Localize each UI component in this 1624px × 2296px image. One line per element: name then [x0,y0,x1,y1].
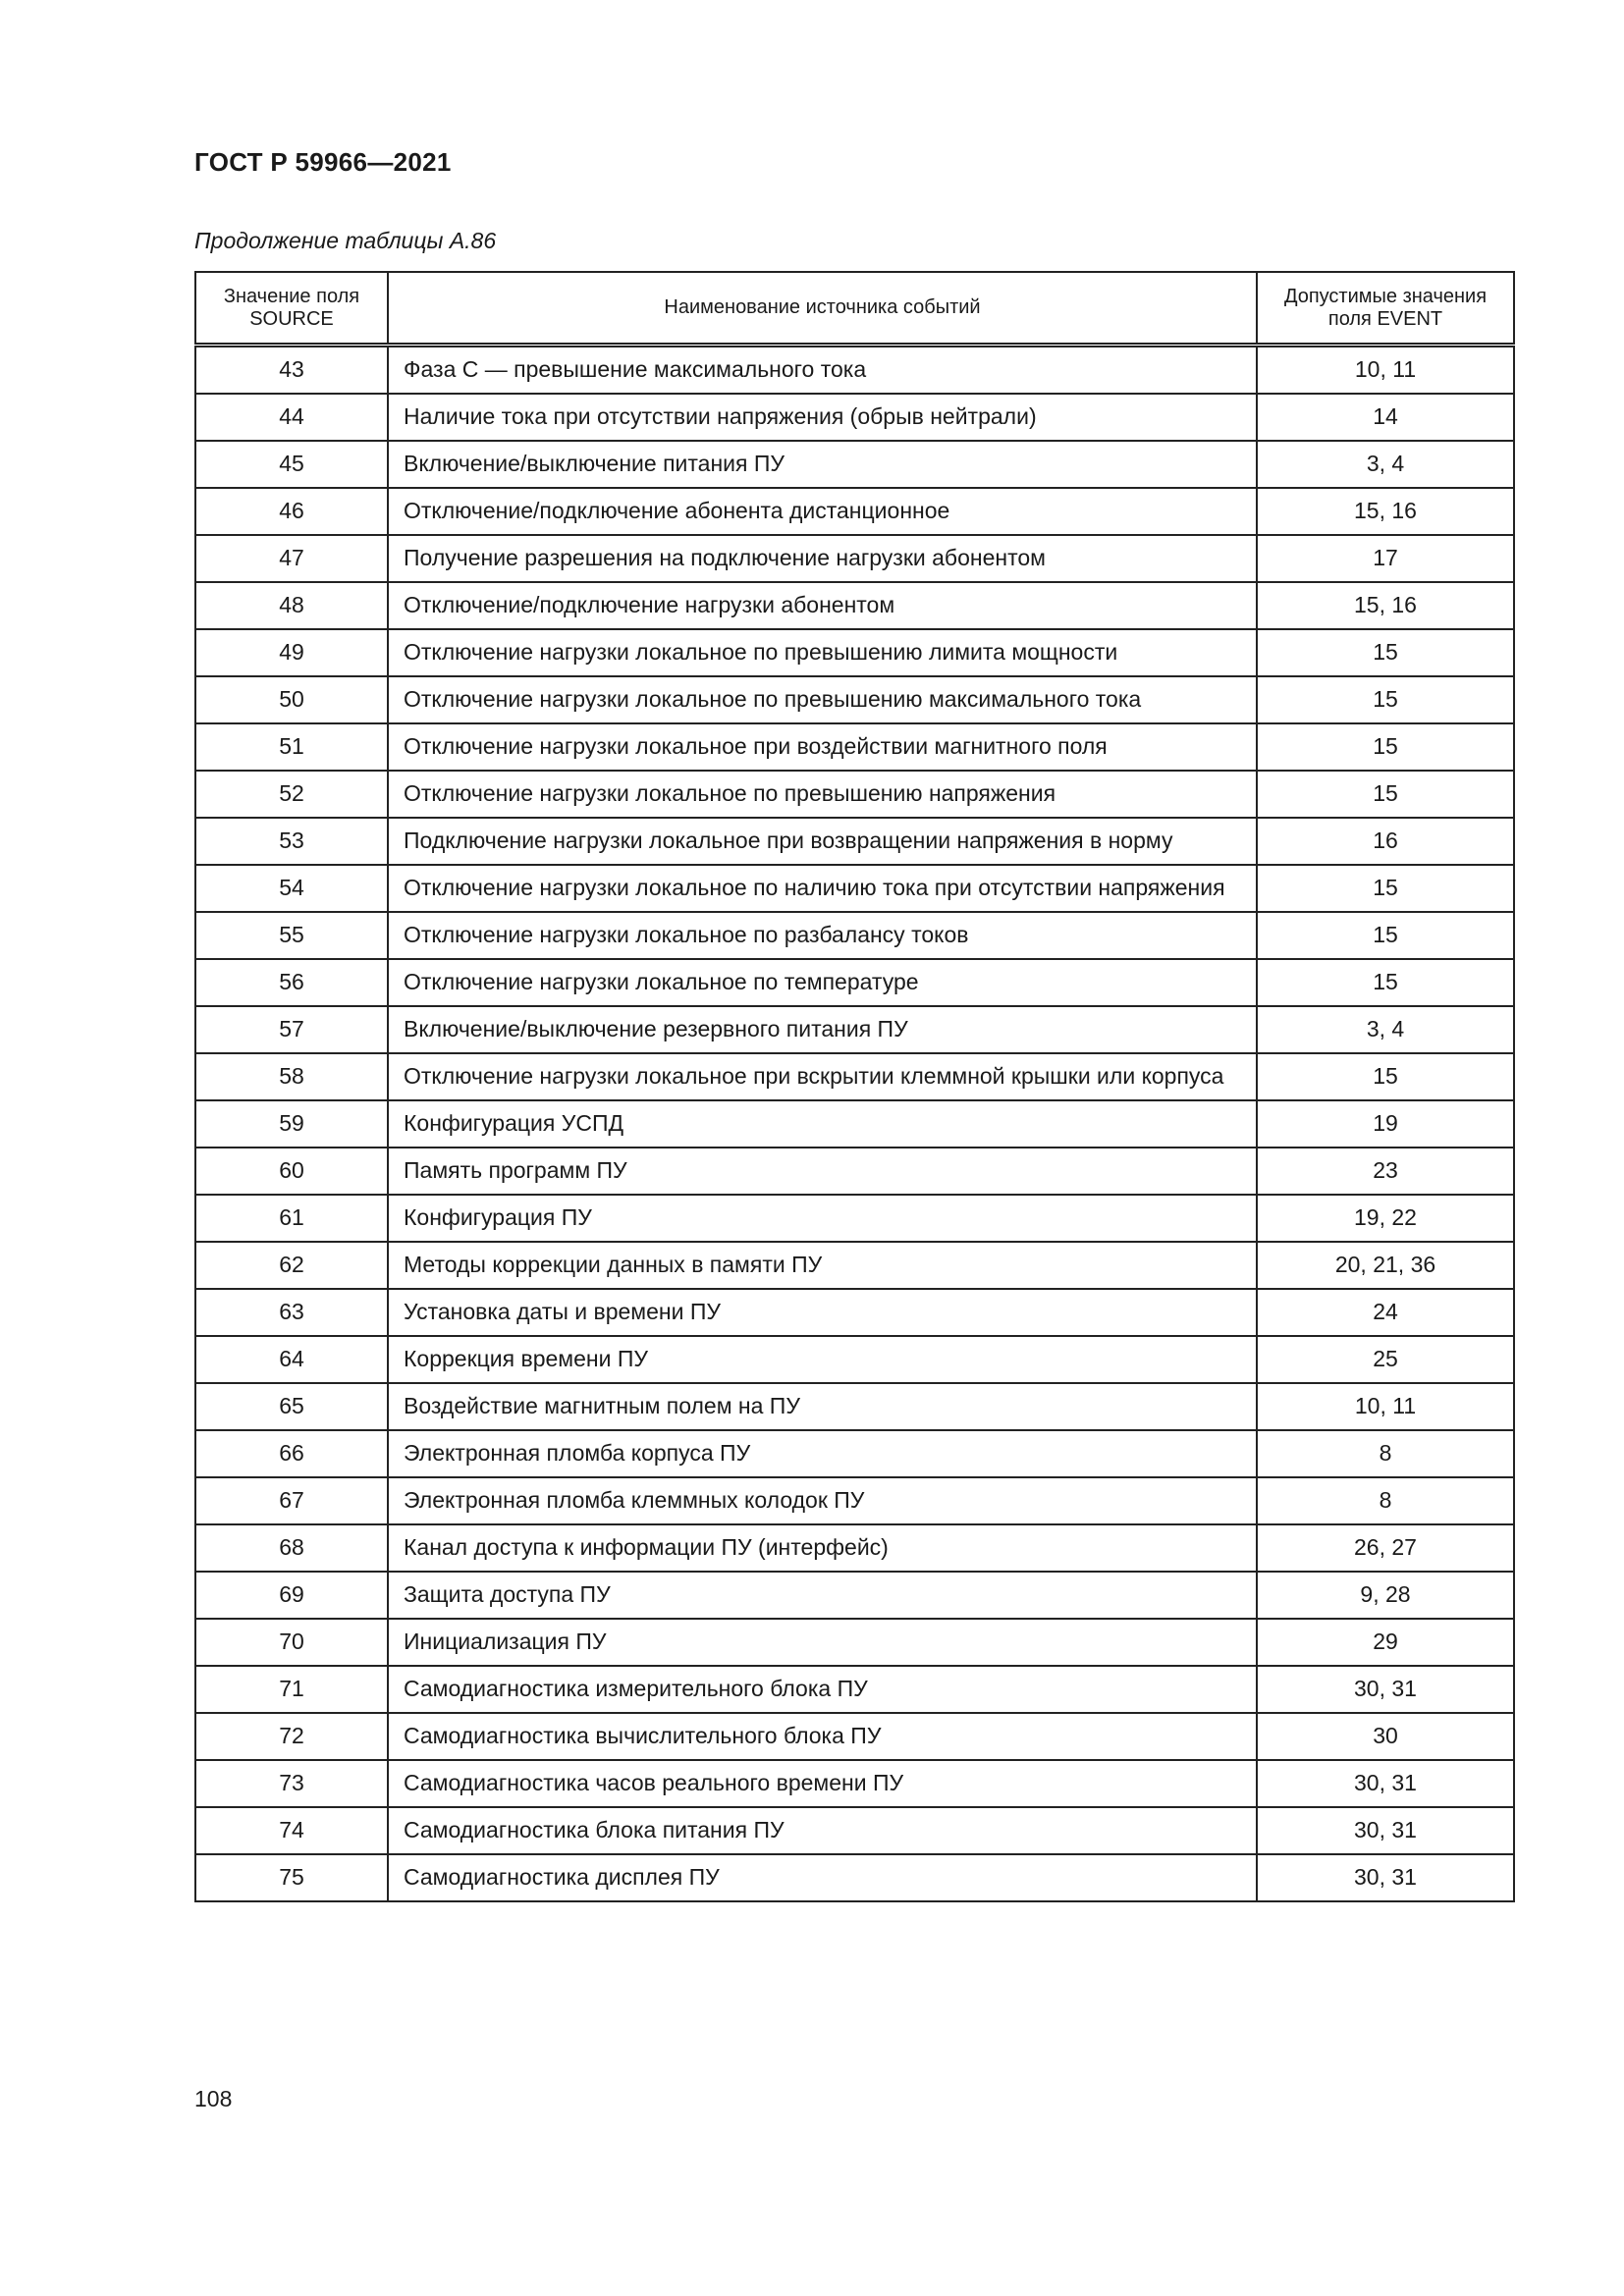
cell-event: 15 [1257,629,1514,676]
table-row [195,1807,1514,1854]
cell-event: 30, 31 [1257,1807,1514,1854]
table-row [195,1289,1514,1336]
cell-name: Отключение нагрузки локальное по превышению максимального тока [388,676,1257,723]
cell-event: 14 [1257,394,1514,441]
cell-event: 15 [1257,723,1514,771]
cell-event: 15 [1257,959,1514,1006]
table-row [195,1713,1514,1760]
cell-name: Электронная пломба клеммных колодок ПУ [388,1477,1257,1524]
cell-name: Получение разрешения на подключение нагрузки абонентом [388,535,1257,582]
document-id: ГОСТ Р 59966—2021 [194,147,452,177]
cell-source: 74 [195,1807,388,1854]
table-row [195,1006,1514,1053]
cell-name: Установка даты и времени ПУ [388,1289,1257,1336]
cell-name: Методы коррекции данных в памяти ПУ [388,1242,1257,1289]
cell-name: Включение/выключение питания ПУ [388,441,1257,488]
cell-name: Подключение нагрузки локальное при возвращении напряжения в норму [388,818,1257,865]
table-row [195,629,1514,676]
table-row [195,1336,1514,1383]
cell-source: 62 [195,1242,388,1289]
column-header-name: Наименование источника событий [388,272,1257,346]
cell-event: 26, 27 [1257,1524,1514,1572]
cell-source: 45 [195,441,388,488]
table-row [195,676,1514,723]
cell-event: 23 [1257,1148,1514,1195]
cell-event: 15 [1257,912,1514,959]
cell-name: Электронная пломба корпуса ПУ [388,1430,1257,1477]
cell-source: 50 [195,676,388,723]
cell-source: 73 [195,1760,388,1807]
table-row [195,488,1514,535]
table-row [195,1430,1514,1477]
cell-source: 47 [195,535,388,582]
cell-source: 63 [195,1289,388,1336]
table-row [195,912,1514,959]
table-row [195,582,1514,629]
table-row [195,818,1514,865]
cell-source: 60 [195,1148,388,1195]
cell-source: 61 [195,1195,388,1242]
cell-name: Наличие тока при отсутствии напряжения (обрыв нейтрали) [388,394,1257,441]
cell-event: 30, 31 [1257,1666,1514,1713]
cell-name: Память программ ПУ [388,1148,1257,1195]
table-row [195,771,1514,818]
cell-source: 70 [195,1619,388,1666]
cell-source: 56 [195,959,388,1006]
cell-source: 69 [195,1572,388,1619]
cell-event: 3, 4 [1257,441,1514,488]
cell-event: 15 [1257,865,1514,912]
cell-event: 15 [1257,771,1514,818]
cell-name: Самодиагностика дисплея ПУ [388,1854,1257,1901]
cell-source: 52 [195,771,388,818]
cell-source: 64 [195,1336,388,1383]
cell-event: 9, 28 [1257,1572,1514,1619]
cell-event: 20, 21, 36 [1257,1242,1514,1289]
table-header-row [195,272,1514,346]
cell-event: 15 [1257,676,1514,723]
cell-source: 67 [195,1477,388,1524]
cell-event: 19 [1257,1100,1514,1148]
cell-name: Коррекция времени ПУ [388,1336,1257,1383]
table-row [195,723,1514,771]
cell-name: Отключение нагрузки локальное по превышению лимита мощности [388,629,1257,676]
cell-source: 72 [195,1713,388,1760]
table-row [195,865,1514,912]
cell-name: Самодиагностика блока питания ПУ [388,1807,1257,1854]
cell-source: 44 [195,394,388,441]
page-number: 108 [194,2086,233,2111]
cell-event: 16 [1257,818,1514,865]
cell-source: 59 [195,1100,388,1148]
cell-event: 8 [1257,1430,1514,1477]
cell-source: 43 [195,346,388,395]
table-row [195,1195,1514,1242]
table-row [195,1854,1514,1901]
cell-event: 29 [1257,1619,1514,1666]
cell-name: Самодиагностика измерительного блока ПУ [388,1666,1257,1713]
cell-name: Самодиагностика часов реального времени ПУ [388,1760,1257,1807]
cell-name: Самодиагностика вычислительного блока ПУ [388,1713,1257,1760]
cell-event: 17 [1257,535,1514,582]
table-caption: Продолжение таблицы А.86 [194,228,497,253]
cell-event: 8 [1257,1477,1514,1524]
table-row [195,1242,1514,1289]
table-row [195,1100,1514,1148]
cell-source: 75 [195,1854,388,1901]
cell-source: 49 [195,629,388,676]
events-table [194,271,1515,1902]
cell-source: 65 [195,1383,388,1430]
cell-source: 66 [195,1430,388,1477]
table-row [195,1148,1514,1195]
cell-event: 3, 4 [1257,1006,1514,1053]
cell-source: 68 [195,1524,388,1572]
table-row [195,1053,1514,1100]
cell-name: Отключение/подключение абонента дистанционное [388,488,1257,535]
cell-source: 46 [195,488,388,535]
cell-event: 15, 16 [1257,488,1514,535]
cell-event: 10, 11 [1257,346,1514,395]
cell-name: Инициализация ПУ [388,1619,1257,1666]
cell-name: Отключение нагрузки локальное по наличию тока при отсутствии напряжения [388,865,1257,912]
column-header-event: Допустимые значения поля EVENT [1257,272,1514,346]
cell-name: Конфигурация ПУ [388,1195,1257,1242]
cell-source: 71 [195,1666,388,1713]
cell-name: Отключение нагрузки локальное по температуре [388,959,1257,1006]
cell-source: 58 [195,1053,388,1100]
cell-event: 30 [1257,1713,1514,1760]
table-row [195,1666,1514,1713]
cell-event: 15, 16 [1257,582,1514,629]
table-row [195,1383,1514,1430]
cell-event: 10, 11 [1257,1383,1514,1430]
cell-name: Канал доступа к информации ПУ (интерфейс) [388,1524,1257,1572]
table-body [195,346,1514,1902]
cell-name: Конфигурация УСПД [388,1100,1257,1148]
cell-name: Включение/выключение резервного питания ПУ [388,1006,1257,1053]
cell-name: Отключение/подключение нагрузки абонентом [388,582,1257,629]
table-row [195,535,1514,582]
cell-event: 25 [1257,1336,1514,1383]
table-row [195,1619,1514,1666]
table-row [195,1572,1514,1619]
table-row [195,1524,1514,1572]
table-row [195,1477,1514,1524]
table-row [195,1760,1514,1807]
cell-name: Отключение нагрузки локальное по разбалансу токов [388,912,1257,959]
cell-event: 15 [1257,1053,1514,1100]
table-row [195,441,1514,488]
cell-name: Отключение нагрузки локальное при воздействии магнитного поля [388,723,1257,771]
cell-name: Фаза С — превышение максимального тока [388,346,1257,395]
table-row [195,394,1514,441]
cell-event: 30, 31 [1257,1760,1514,1807]
column-header-source: Значение поля SOURCE [195,272,388,346]
cell-source: 48 [195,582,388,629]
cell-name: Защита доступа ПУ [388,1572,1257,1619]
cell-event: 19, 22 [1257,1195,1514,1242]
cell-source: 51 [195,723,388,771]
table-row [195,959,1514,1006]
table-row [195,346,1514,395]
cell-name: Воздействие магнитным полем на ПУ [388,1383,1257,1430]
cell-event: 24 [1257,1289,1514,1336]
cell-source: 53 [195,818,388,865]
cell-source: 55 [195,912,388,959]
cell-source: 57 [195,1006,388,1053]
cell-name: Отключение нагрузки локальное по превышению напряжения [388,771,1257,818]
cell-name: Отключение нагрузки локальное при вскрытии клеммной крышки или корпуса [388,1053,1257,1100]
cell-event: 30, 31 [1257,1854,1514,1901]
cell-source: 54 [195,865,388,912]
